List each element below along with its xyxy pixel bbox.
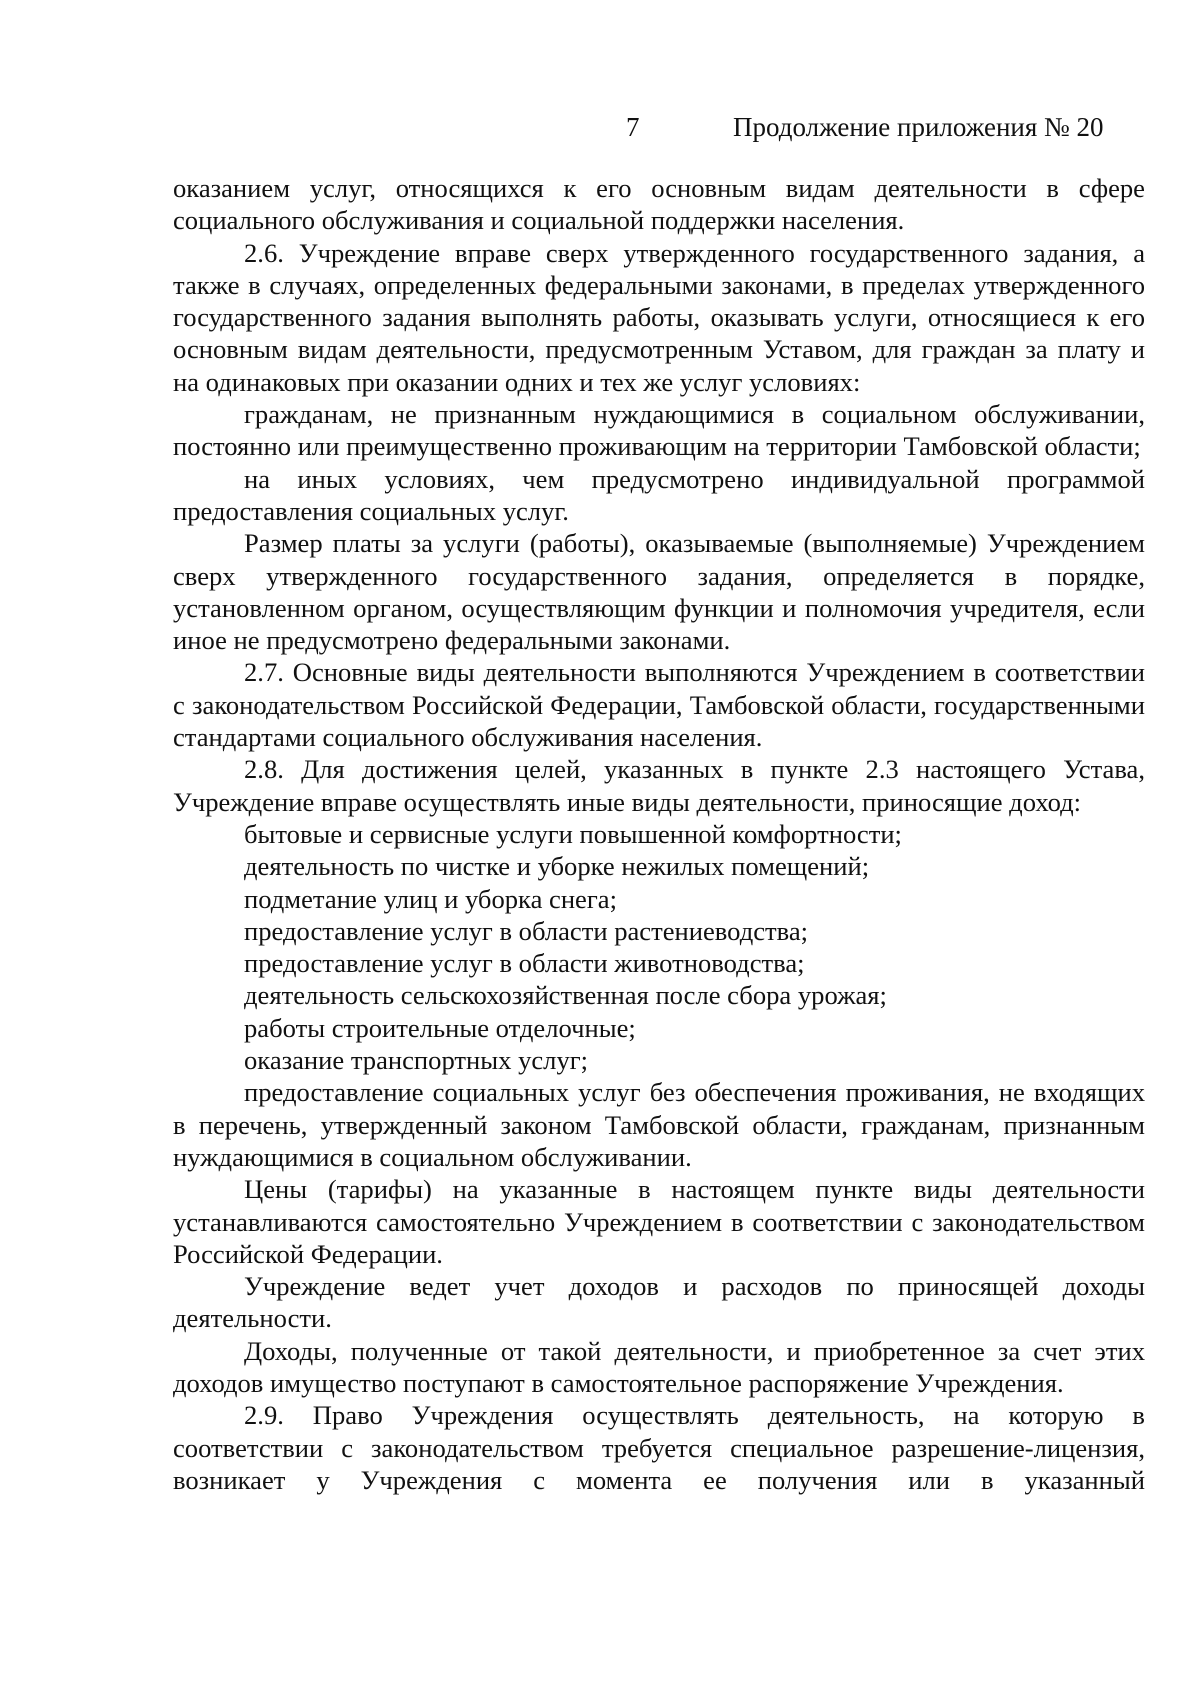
paragraph: 2.7. Основные виды деятельности выполняются Учреждением в соответствии с законодательством Российской Федерации, Тамбовской области, государственными стандартами социального обслуживания населения. xyxy=(173,657,1145,753)
list-item: предоставление социальных услуг без обеспечения проживания, не входящих в перечень, утвержденный законом Тамбовской области, гражданам, признанным нуждающимися в социальном обслуживании. xyxy=(173,1077,1145,1172)
paragraph: 2.6. Учреждение вправе сверх утвержденного государственного задания, а также в случаях, определенных федеральными законами, в пределах утвержденного государственного задания выполнять работы, оказывать услуги, относящиеся к его основным видам деятельности, предусмотренным Уставом, для граждан за плату и на одинаковых при оказании одних и тех же услуг условиях: xyxy=(173,237,1145,397)
list-item: деятельность сельскохозяйственная после сбора урожая; xyxy=(244,980,887,1011)
paragraph: оказанием услуг, относящихся к его основным видам деятельности в сфере социального обслуживания и социальной поддержки населения. xyxy=(173,173,1145,236)
paragraph: на иных условиях, чем предусмотрено индивидуальной программой предоставления социальных услуг. xyxy=(173,463,1145,526)
paragraph: Размер платы за услуги (работы), оказываемые (выполняемые) Учреждением сверх утвержденного государственного задания, определяется в порядке, установленном органом, осуществляющим функции и полномочия учредителя, если иное не предусмотрено федеральными законами. xyxy=(173,528,1145,656)
list-item: деятельность по чистке и уборке нежилых помещений; xyxy=(244,851,870,882)
list-item: оказание транспортных услуг; xyxy=(244,1045,589,1076)
paragraph: Доходы, полученные от такой деятельности, и приобретенное за счет этих доходов имущество поступают в самостоятельное распоряжение Учреждения. xyxy=(173,1335,1145,1398)
list-item: предоставление услуг в области растениеводства; xyxy=(244,915,809,946)
paragraph: 2.8. Для достижения целей, указанных в пункте 2.3 настоящего Устава, Учреждение вправе осуществлять иные виды деятельности, приносящие доход: xyxy=(173,754,1145,817)
page-header xyxy=(0,112,1200,152)
paragraph: Учреждение ведет учет доходов и расходов по приносящей доходы деятельности. xyxy=(173,1271,1145,1334)
list-item: предоставление услуг в области животноводства; xyxy=(244,948,805,979)
paragraph: гражданам, не признанным нуждающимися в социальном обслуживании, постоянно или преимущественно проживающим на территории Тамбовской области; xyxy=(173,399,1145,462)
header-title: Продолжение приложения № 20 xyxy=(733,112,1104,142)
list-item: бытовые и сервисные услуги повышенной комфортности; xyxy=(244,818,902,849)
document-body xyxy=(173,172,1145,1496)
page-number: 7 xyxy=(626,112,640,142)
paragraph: 2.9. Право Учреждения осуществлять деятельность, на которую в соответствии с законодательством требуется специальное разрешение-лицензия, возникает у Учреждения с момента ее получения или в указанный xyxy=(173,1400,1145,1495)
list-item: работы строительные отделочные; xyxy=(244,1012,636,1043)
list-item: подметание улиц и уборка снега; xyxy=(244,883,617,914)
paragraph: Цены (тарифы) на указанные в настоящем пункте виды деятельности устанавливаются самостоятельно Учреждением в соответствии с законодательством Российской Федерации. xyxy=(173,1174,1145,1269)
